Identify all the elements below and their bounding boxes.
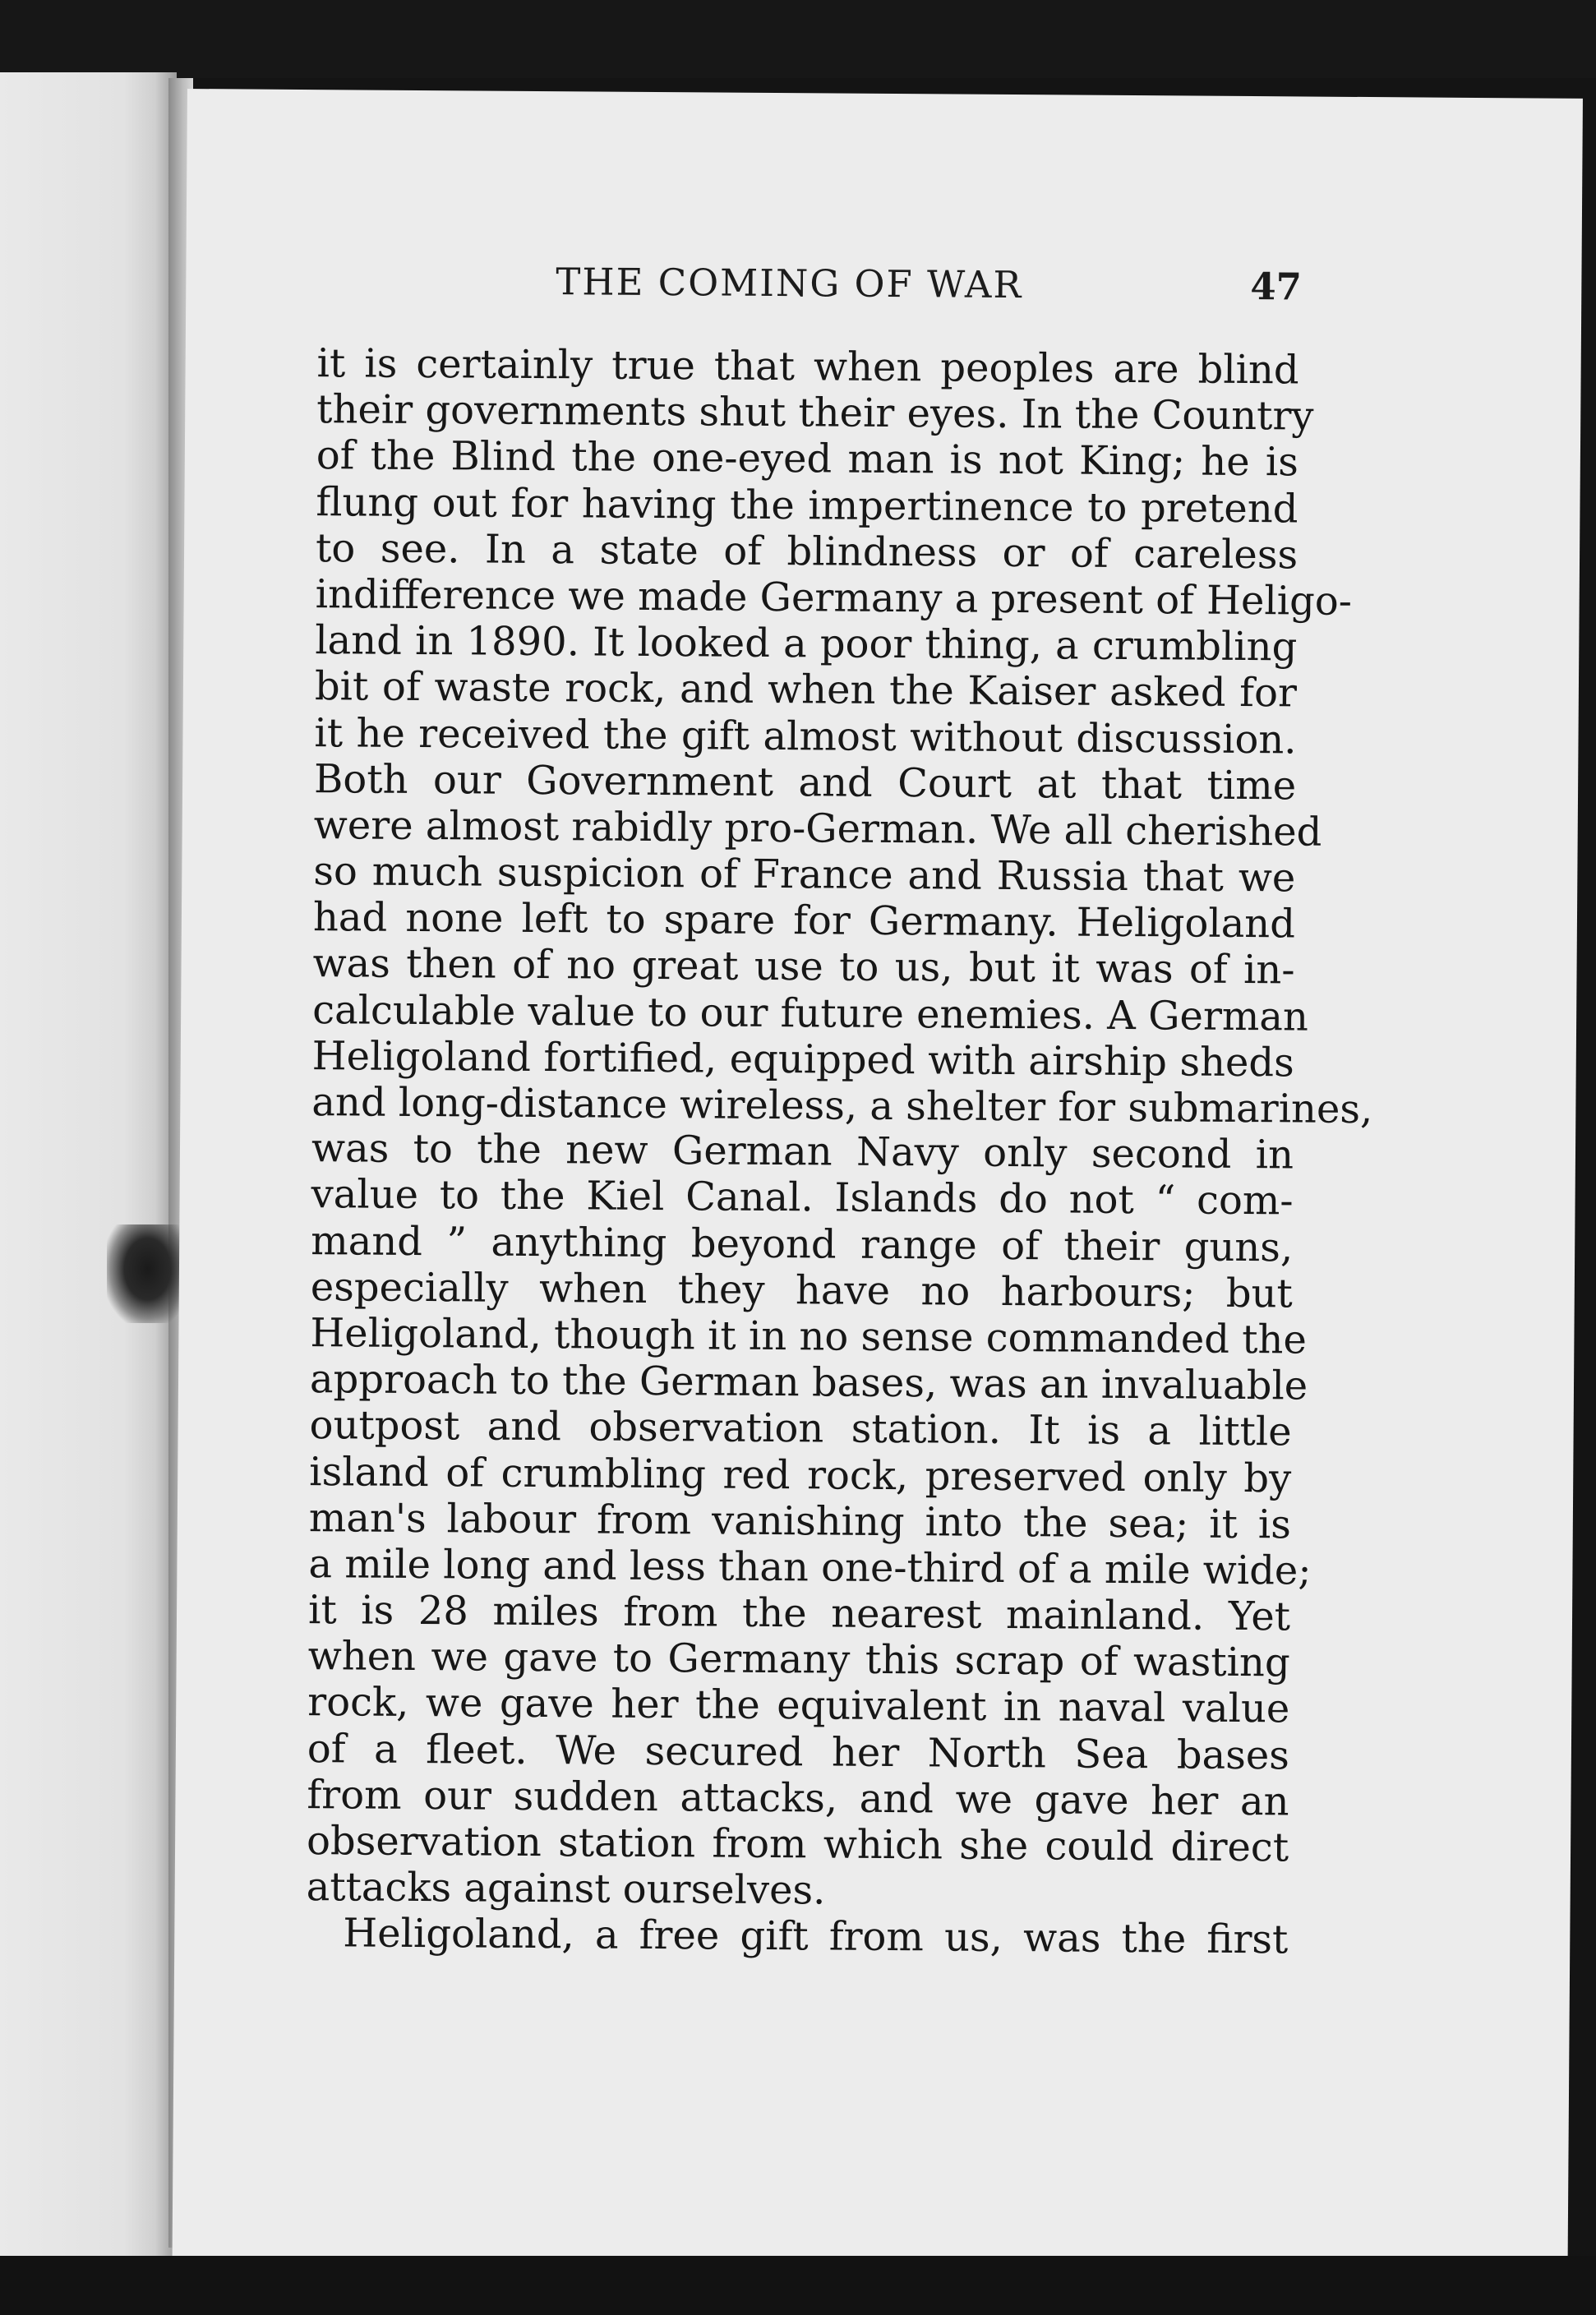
text-line: mand ” anything beyond range of their guns, xyxy=(311,1217,1294,1270)
text-line: calculable value to our future enemies. A German xyxy=(311,986,1309,1040)
text-line: were almost rabidly pro-German. We all cherished xyxy=(313,801,1322,855)
text-line: it is 28 miles from the nearest mainland. Yet xyxy=(307,1587,1291,1640)
text-line: their governments shut their eyes. In the Country xyxy=(316,386,1314,440)
text-line: island of crumbling red rock, preserved only by xyxy=(309,1448,1292,1501)
facing-page-edge xyxy=(0,72,177,2258)
text-line: from our sudden attacks, and we gave her an xyxy=(307,1771,1289,1825)
text-line: Both our Government and Court at that time xyxy=(313,755,1297,809)
text-line: had none left to spare for Germany. Heligoland xyxy=(312,894,1296,948)
text-line: of a fleet. We secured her North Sea bases xyxy=(307,1725,1290,1779)
text-line: indifference we made Germany a present of Heligo- xyxy=(315,571,1353,625)
text-line: bit of waste rock, and when the Kaiser asked for xyxy=(314,663,1298,717)
text-line: observation station from which she could direct xyxy=(306,1818,1289,1871)
running-head xyxy=(186,257,1581,316)
page-number: 47 xyxy=(1250,265,1303,309)
text-line: Heligoland, a free gift from us, was the first xyxy=(343,1910,1289,1963)
scan-border-top xyxy=(0,0,1596,78)
scan-border-bottom xyxy=(0,2256,1596,2315)
text-line: to see. In a state of blindness or of careless xyxy=(315,524,1298,579)
text-line: of the Blind the one-eyed man is not King; he is xyxy=(316,432,1299,486)
text-line: value to the Kiel Canal. Islands do not “ com- xyxy=(311,1171,1294,1224)
body-text xyxy=(306,340,1373,1963)
text-line: rock, we gave her the equivalent in naval value xyxy=(307,1679,1290,1732)
text-line: it is certainly true that when peoples are blind xyxy=(316,340,1299,394)
text-line: land in 1890. It looked a poor thing, a crumbling xyxy=(315,617,1298,671)
text-line: approach to the German bases, was an invaluable xyxy=(309,1356,1308,1409)
text-line: attacks against ourselves. xyxy=(306,1864,826,1914)
ink-blot xyxy=(107,1224,181,1323)
book-page xyxy=(173,89,1583,2268)
text-line: it he received the gift almost without discussion. xyxy=(314,709,1297,763)
text-line: outpost and observation station. It is a little xyxy=(309,1402,1292,1455)
text-line: was then of no great use to us, but it was of in- xyxy=(312,940,1295,994)
running-head-title: THE COMING OF WAR xyxy=(556,260,1023,307)
text-line: a mile long and less than one-third of a mile wide; xyxy=(308,1540,1312,1594)
text-line: was to the new German Navy only second in xyxy=(311,1125,1294,1178)
text-line: and long-distance wireless, a shelter for submarines, xyxy=(311,1079,1373,1133)
text-line: so much suspicion of France and Russia that we xyxy=(313,848,1296,902)
text-line: man's labour from vanishing into the sea; it is xyxy=(308,1494,1292,1548)
text-line: flung out for having the impertinence to pretend xyxy=(316,478,1298,533)
text-line: Heligoland fortified, equipped with airship sheds xyxy=(311,1032,1294,1086)
text-line: Heligoland, though it in no sense commanded the xyxy=(310,1310,1308,1363)
text-line: when we gave to Germany this scrap of wasting xyxy=(307,1633,1290,1686)
text-line: especially when they have no harbours; but xyxy=(310,1263,1293,1317)
